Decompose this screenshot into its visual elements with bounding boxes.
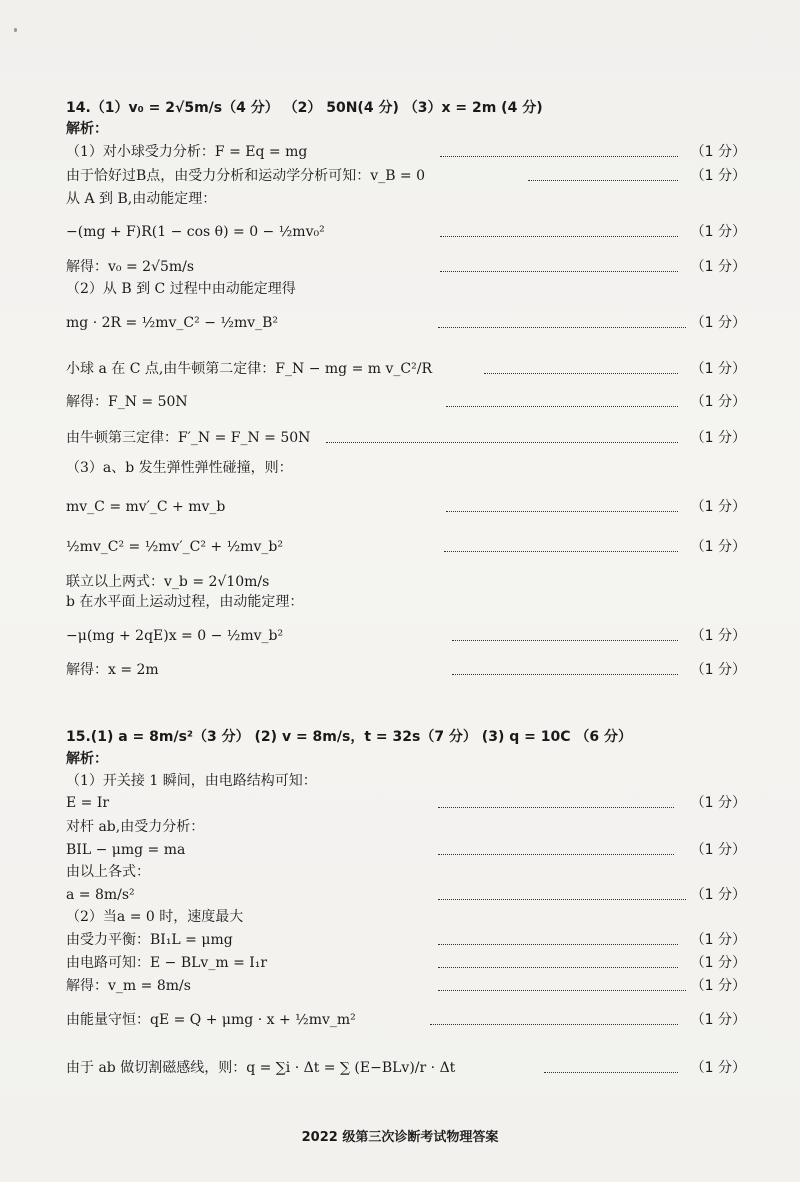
leader-dots <box>452 654 678 675</box>
q14-line-15 <box>66 592 746 612</box>
q15-line-5-text: 由以上各式： <box>66 864 150 880</box>
leader-dots <box>326 422 678 443</box>
leader-dots <box>438 879 686 900</box>
q14-analysis-label: 解析： <box>66 121 108 137</box>
leader-dots <box>544 1052 678 1073</box>
q15-line-12-text: 由于 ab 做切割磁感线，则：q = ∑i · Δt = ∑ (E−BLv)/r · Δt <box>66 1060 456 1076</box>
leader-dots <box>452 620 678 641</box>
q14-line-4-score: （1 分） <box>690 224 746 240</box>
q15-line-9-score: （1 分） <box>690 955 746 971</box>
q14-line-2-score: （1 分） <box>690 168 746 184</box>
q15-line-2 <box>66 793 746 813</box>
q14-line-2-text: 由于恰好过B点，由受力分析和运动学分析可知：v_B = 0 <box>66 168 426 184</box>
q14-line-13-text: ½mv_C² = ½mv′_C² + ½mv_b² <box>66 539 283 555</box>
q15-line-6-score: （1 分） <box>690 887 746 903</box>
q14-line-5-text: 解得：v₀ = 2√5m/s <box>66 259 195 275</box>
q14-line-7 <box>66 313 746 333</box>
q14-line-3 <box>66 189 746 209</box>
q15-line-11-score: （1 分） <box>690 1012 746 1028</box>
leader-dots <box>484 353 678 374</box>
leader-dots <box>438 834 674 855</box>
leader-dots <box>440 251 678 272</box>
leader-dots <box>438 947 678 968</box>
q14-line-14-text: 联立以上两式：v_b = 2√10m/s <box>66 574 270 590</box>
q14-line-4 <box>66 222 746 242</box>
leader-dots <box>444 531 678 552</box>
q14-line-12 <box>66 497 746 517</box>
q15-line-8-text: 由受力平衡：BI₁L = μmg <box>66 932 233 948</box>
q14-line-12-text: mv_C = mv′_C + mv_b <box>66 499 226 515</box>
q15-line-6 <box>66 885 746 905</box>
leader-dots <box>438 924 678 945</box>
q14-line-8-text: 小球 a 在 C 点,由牛顿第二定律：F_N − mg = m v_C²/R <box>66 361 432 377</box>
q14-line-10-text: 由牛顿第三定律：F′_N = F_N = 50N <box>66 430 311 446</box>
q15-line-11 <box>66 1010 746 1030</box>
q14-line-1-text: （1）对小球受力分析：F = Eq = mg <box>66 144 308 160</box>
q15-line-3-text: 对杆 ab,由受力分析： <box>66 819 205 835</box>
leader-dots <box>446 386 678 407</box>
leader-dots <box>528 160 678 181</box>
q15-line-11-text: 由能量守恒：qE = Q + μmg · x + ½mv_m² <box>66 1012 356 1028</box>
leader-dots <box>440 136 678 157</box>
q15-line-10 <box>66 976 746 996</box>
leader-dots <box>438 787 674 808</box>
q14-line-7-text: mg · 2R = ½mv_C² − ½mv_B² <box>66 315 279 331</box>
q14-line-10-score: （1 分） <box>690 430 746 446</box>
q14-line-1 <box>66 142 746 162</box>
q14-header: 14.（1）v₀ = 2√5m/s（4 分） （2） 50N(4 分) （3）x = 2m (4 分) <box>66 100 543 116</box>
q14-line-13-score: （1 分） <box>690 539 746 555</box>
q15-analysis-label: 解析： <box>66 751 108 767</box>
q14-line-9-text: 解得：F_N = 50N <box>66 394 188 410</box>
q14-line-16-text: −μ(mg + 2qE)x = 0 − ½mv_b² <box>66 628 284 644</box>
q15-header: 15.(1) a = 8m/s²（3 分） (2) v = 8m/s，t = 32s（7 分） (3) q = 10C （6 分） <box>66 729 632 745</box>
q14-line-8-score: （1 分） <box>690 361 746 377</box>
q15-line-10-score: （1 分） <box>690 978 746 994</box>
q14-line-17 <box>66 660 746 680</box>
q15-line-4-score: （1 分） <box>690 842 746 858</box>
q14-line-5 <box>66 257 746 277</box>
q15-line-8-score: （1 分） <box>690 932 746 948</box>
q15-line-2-text: E = Ir <box>66 795 110 811</box>
q15-line-2-score: （1 分） <box>690 795 746 811</box>
q14-line-3-text: 从 A 到 B,由动能定理： <box>66 191 217 207</box>
q15-line-6-text: a = 8m/s² <box>66 887 135 903</box>
leader-dots <box>438 970 686 991</box>
scan-speck <box>14 28 17 32</box>
leader-dots <box>430 1004 678 1025</box>
q15-line-4-text: BIL − μmg = ma <box>66 842 186 858</box>
q14-line-2 <box>66 166 746 186</box>
q14-line-1-score: （1 分） <box>690 144 746 160</box>
q14-line-17-score: （1 分） <box>690 662 746 678</box>
q14-line-12-score: （1 分） <box>690 499 746 515</box>
leader-dots <box>446 491 678 512</box>
q14-line-15-text: b 在水平面上运动过程，由动能定理： <box>66 594 304 610</box>
q14-line-16-score: （1 分） <box>690 628 746 644</box>
q14-line-11-text: （3）a、b 发生弹性弹性碰撞，则： <box>66 460 293 476</box>
q14-line-17-text: 解得：x = 2m <box>66 662 159 678</box>
leader-dots <box>440 216 678 237</box>
q15-line-1-text: （1）开关接 1 瞬间，由电路结构可知： <box>66 773 317 789</box>
q14-line-7-score: （1 分） <box>690 315 746 331</box>
q15-line-7-text: （2）当a = 0 时，速度最大 <box>66 909 244 925</box>
q14-line-5-score: （1 分） <box>690 259 746 275</box>
q14-line-6-text: （2）从 B 到 C 过程中由动能定理得 <box>66 281 296 297</box>
q15-line-10-text: 解得：v_m = 8m/s <box>66 978 191 994</box>
q14-line-4-text: −(mg + F)R(1 − cos θ) = 0 − ½mv₀² <box>66 224 325 240</box>
q14-line-10 <box>66 428 746 448</box>
q15-line-4 <box>66 840 746 860</box>
q14-line-9-score: （1 分） <box>690 394 746 410</box>
q14-line-13 <box>66 537 746 557</box>
q14-line-8 <box>66 359 746 379</box>
q14-line-11 <box>66 458 746 478</box>
leader-dots <box>438 307 686 328</box>
q14-line-6 <box>66 279 746 299</box>
q14-line-9 <box>66 392 746 412</box>
page-footer: 2022 级第三次诊断考试物理答案 <box>301 1130 499 1145</box>
q14-line-14 <box>66 572 746 592</box>
q15-line-9-text: 由电路可知：E − BLv_m = I₁r <box>66 955 268 971</box>
q15-line-12 <box>66 1058 746 1078</box>
q14-line-16 <box>66 626 746 646</box>
q15-line-12-score: （1 分） <box>690 1060 746 1076</box>
